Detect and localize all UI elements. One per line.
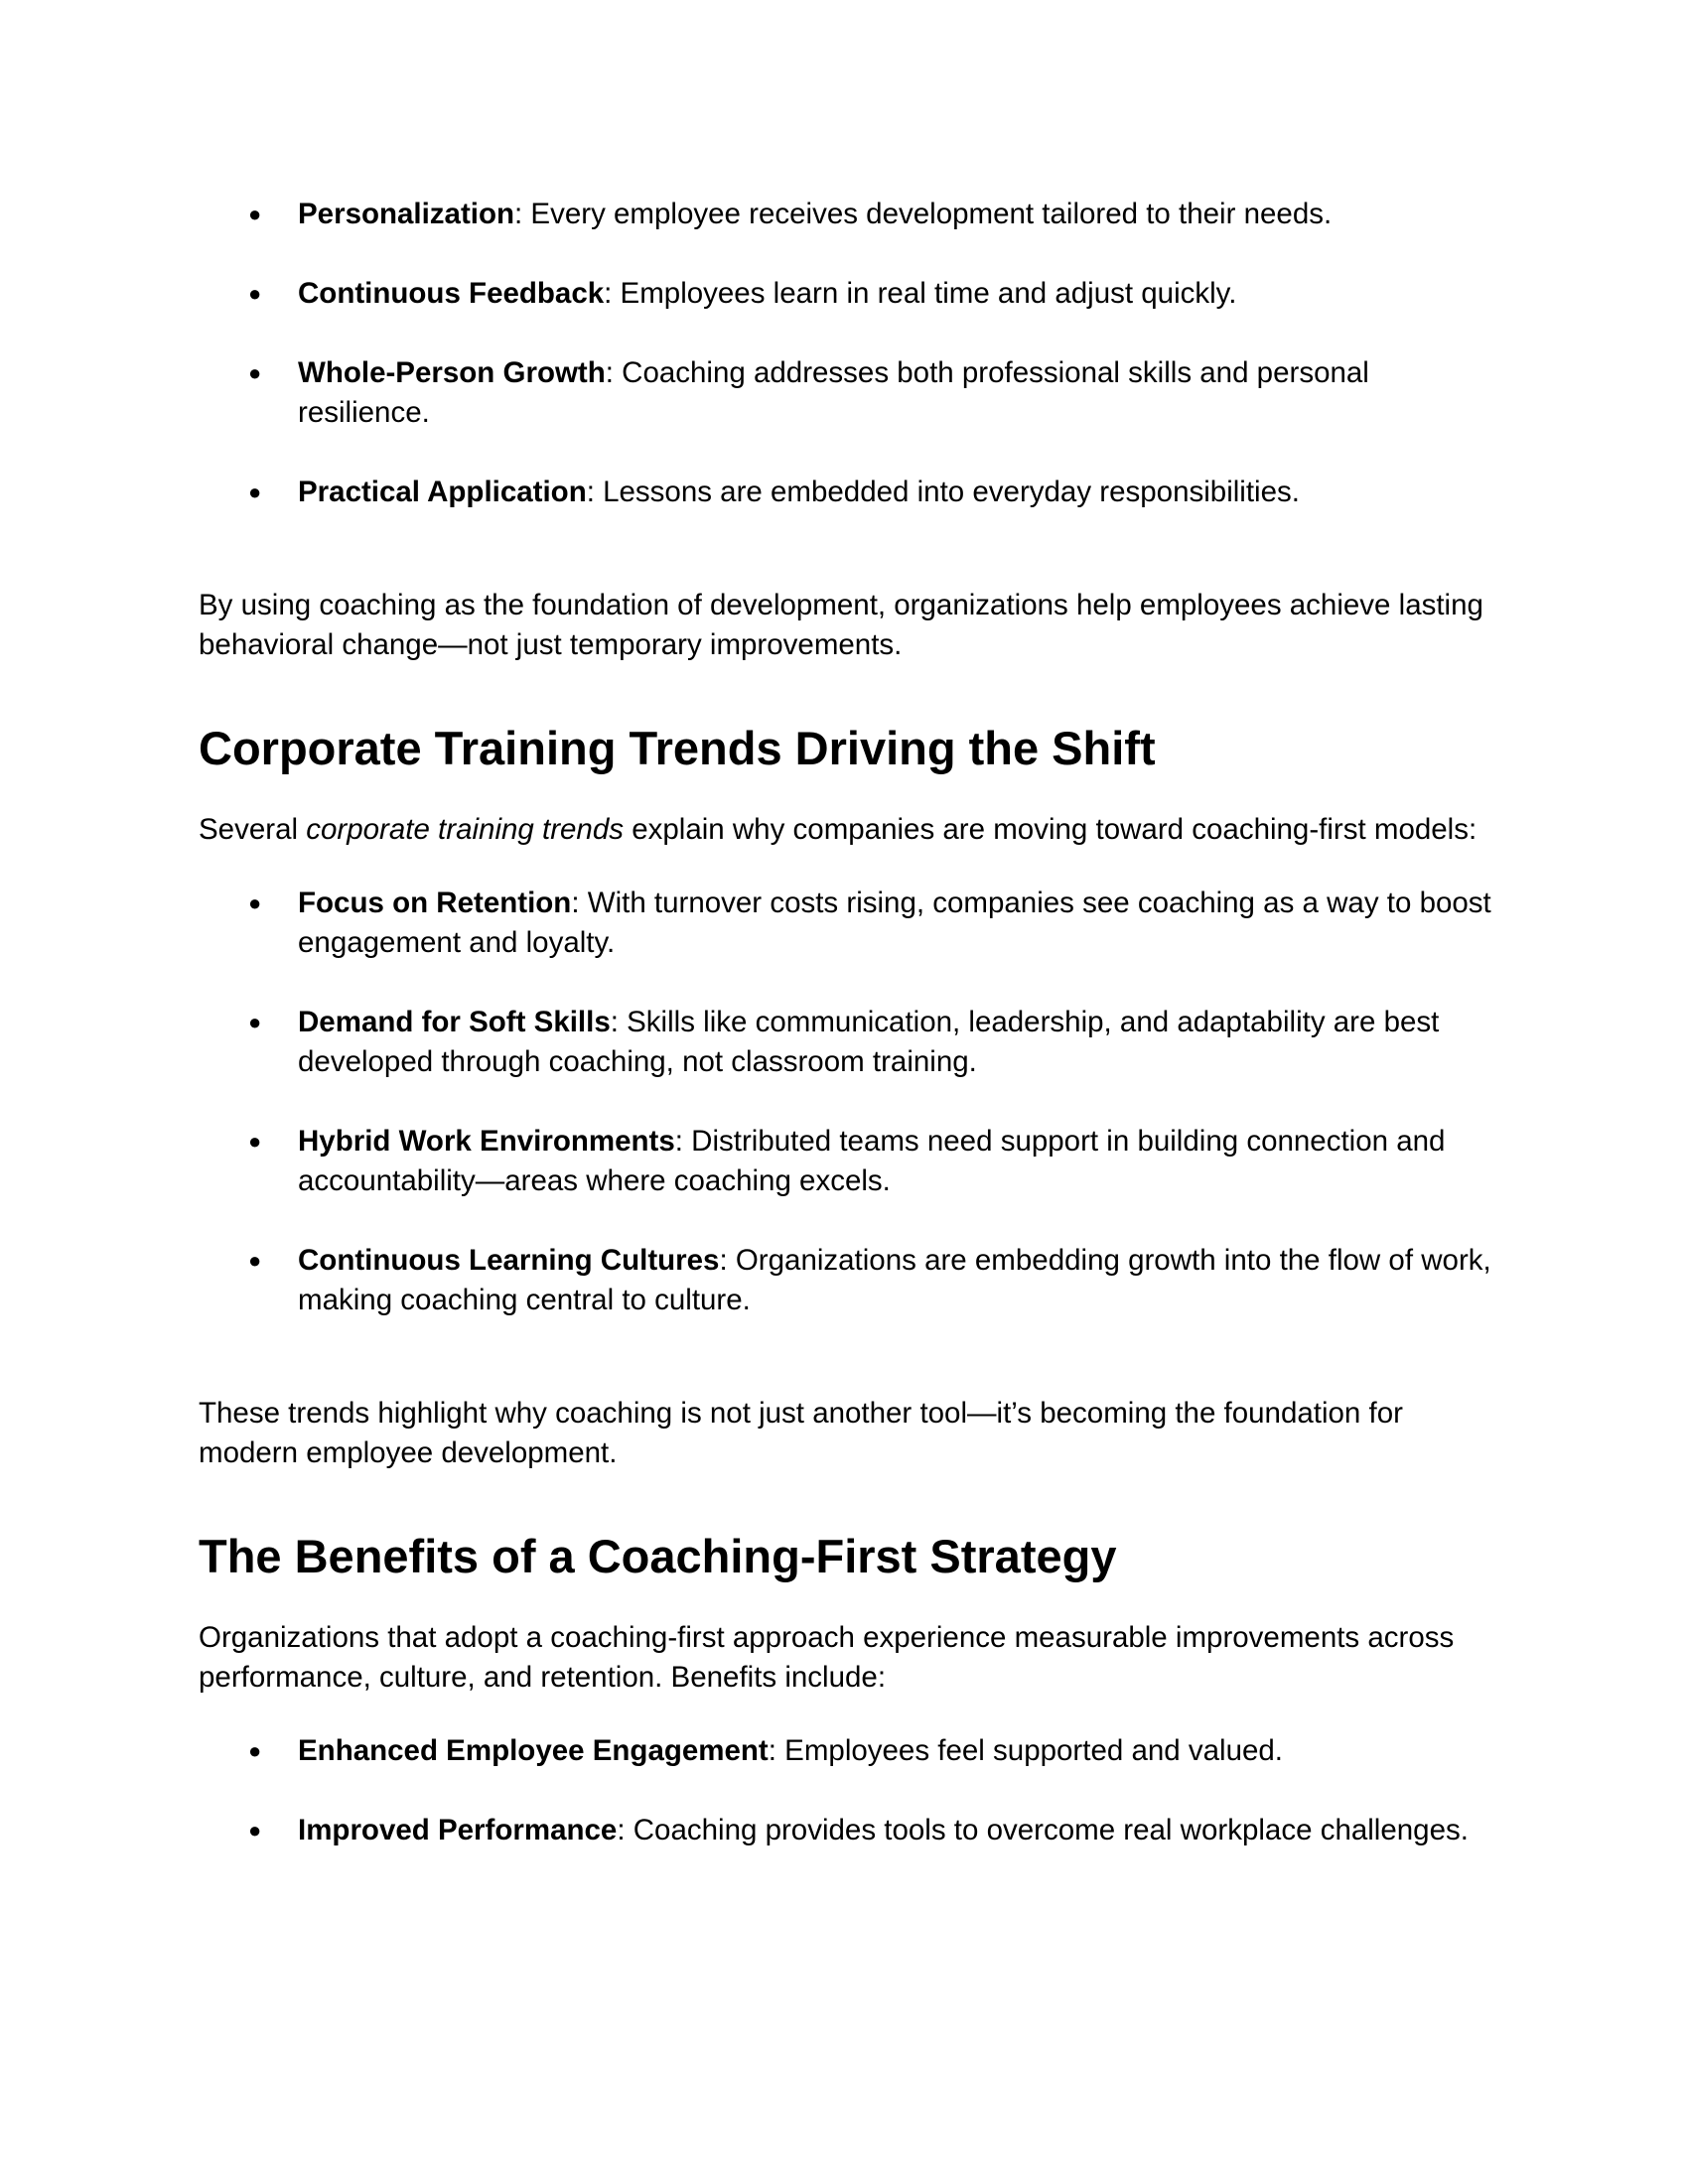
list-item-desc: : Employees feel supported and valued. (768, 1734, 1283, 1767)
list-item-desc: : Employees learn in real time and adjust quickly. (604, 277, 1237, 310)
summary-paragraph: By using coaching as the foundation of development, organizations help employees achieve lasting behavioral change—not just temporary improvements. (199, 589, 1483, 661)
bullet-icon: ● (248, 202, 262, 226)
list-item (199, 1811, 1499, 1850)
bullet-icon: ● (248, 360, 262, 385)
list-item-desc: : Organizations are embedding growth into the flow of work, making coaching central to culture. (298, 1244, 1491, 1316)
list-item (199, 274, 1499, 314)
list-item-desc: : Coaching addresses both professional skills and personal resilience. (298, 356, 1369, 429)
list-item-term: Demand for Soft Skills (298, 1006, 611, 1038)
list-item-term: Continuous Feedback (298, 277, 605, 310)
list-item-term: Hybrid Work Environments (298, 1125, 675, 1158)
list-item-desc: : Lessons are embedded into everyday responsibilities. (586, 476, 1300, 508)
list-item (199, 473, 1499, 512)
bullet-icon: ● (248, 479, 262, 504)
principles-list (199, 195, 1499, 512)
list-item (199, 1241, 1499, 1320)
list-item-term: Whole-Person Growth (298, 356, 606, 389)
list-item (199, 1122, 1499, 1201)
list-item-term: Focus on Retention (298, 887, 572, 919)
trends-intro-paragraph (199, 810, 1499, 850)
list-item-term: Enhanced Employee Engagement (298, 1734, 769, 1767)
list-item (199, 353, 1499, 433)
list-item-term: Improved Performance (298, 1814, 618, 1846)
trends-list (199, 884, 1499, 1320)
section-heading-trends: Corporate Training Trends Driving the Shift (199, 722, 1156, 774)
bullet-icon: ● (248, 1818, 262, 1843)
bullet-icon: ● (248, 1248, 262, 1273)
list-item (199, 1003, 1499, 1082)
bullet-icon: ● (248, 890, 262, 915)
bullet-icon: ● (248, 1010, 262, 1034)
list-item-desc: : Distributed teams need support in building connection and accountability—areas where coaching excels. (298, 1125, 1446, 1197)
list-item-term: Practical Application (298, 476, 587, 508)
list-item (199, 884, 1499, 963)
list-item-desc: : With turnover costs rising, companies see coaching as a way to boost engagement and loyalty. (298, 887, 1491, 959)
bullet-icon: ● (248, 281, 262, 306)
benefits-list (199, 1731, 1499, 1850)
section-heading-benefits: The Benefits of a Coaching-First Strategy (199, 1530, 1117, 1582)
list-item-term: Personalization (298, 198, 515, 230)
list-item (199, 195, 1499, 234)
document-content (199, 195, 1499, 1850)
trends-closing-paragraph: These trends highlight why coaching is not just another tool—it’s becoming the foundation for modern employee development. (199, 1397, 1403, 1469)
list-item-desc: : Every employee receives development tailored to their needs. (514, 198, 1333, 230)
list-item (199, 1731, 1499, 1771)
list-item-desc: : Skills like communication, leadership, and adaptability are best developed through coaching, not classroom training. (298, 1006, 1440, 1078)
intro-text-after: explain why companies are moving toward coaching-first models: (624, 813, 1477, 846)
bullet-icon: ● (248, 1738, 262, 1763)
intro-text-before: Several (199, 813, 307, 846)
list-item-term: Continuous Learning Cultures (298, 1244, 720, 1277)
intro-italic-phrase: corporate training trends (306, 813, 624, 846)
benefits-intro-paragraph: Organizations that adopt a coaching-first approach experience measurable improvements across performance, culture, and retention. Benefits include: (199, 1621, 1455, 1694)
list-item-desc: : Coaching provides tools to overcome real workplace challenges. (617, 1814, 1469, 1846)
bullet-icon: ● (248, 1129, 262, 1154)
